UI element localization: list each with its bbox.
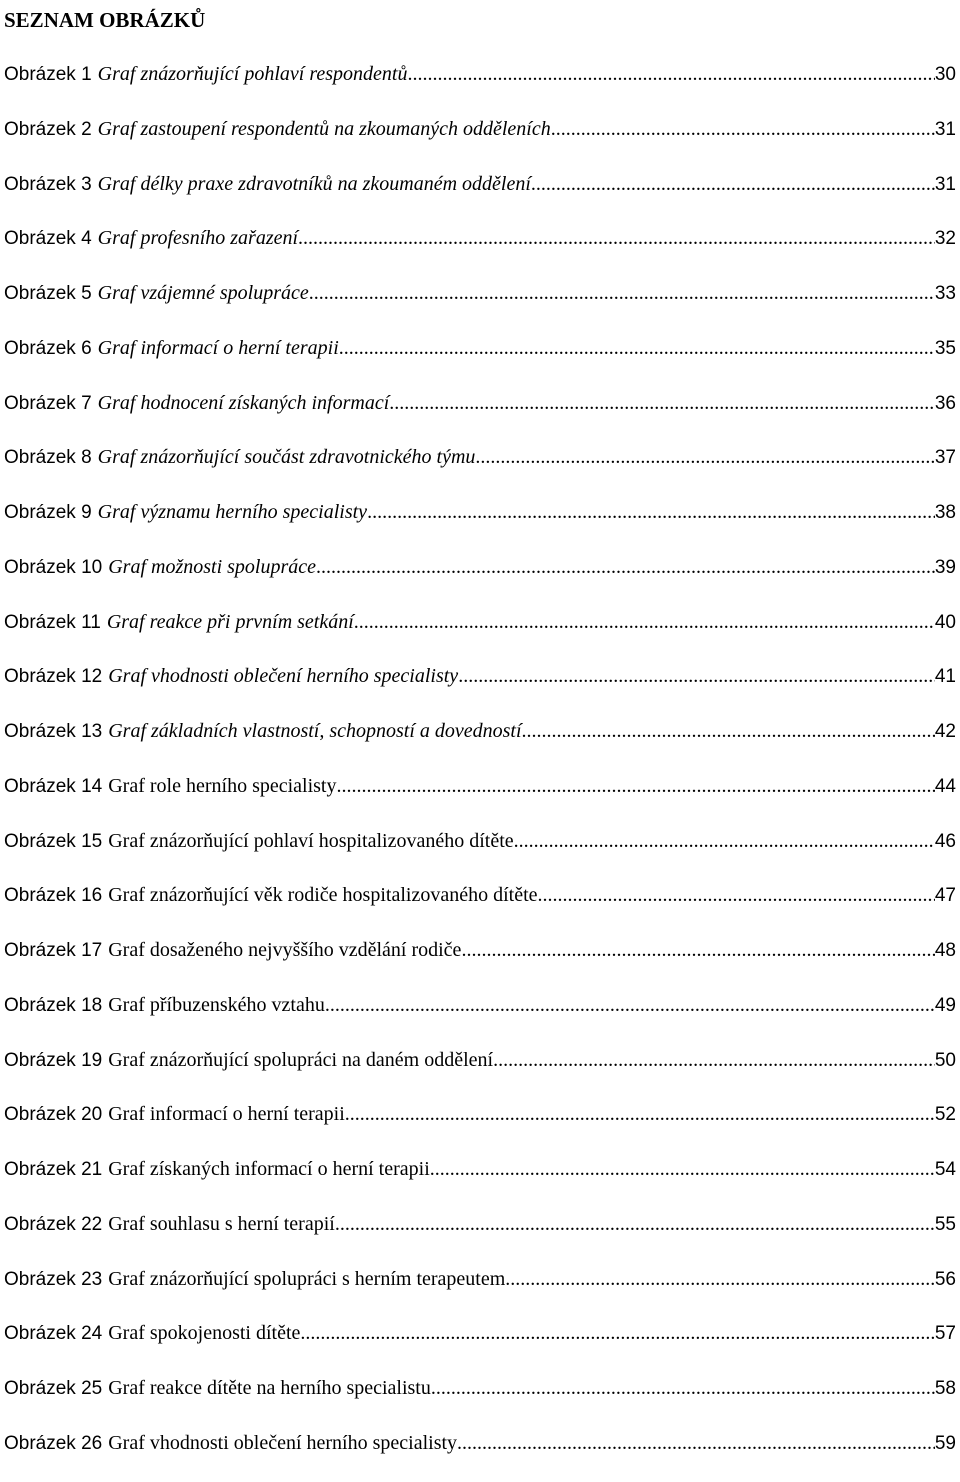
page-number: 57 (934, 1323, 956, 1345)
page-number: 35 (934, 337, 956, 359)
page-number: 32 (934, 228, 956, 250)
figure-title: Graf profesního zařazení (97, 227, 299, 250)
figure-title: Graf délky praxe zdravotníků na zkoumaném oddělení (97, 172, 531, 195)
figure-title: Graf informací o herní terapii (97, 336, 339, 359)
figure-label: Obrázek 11 (4, 611, 101, 633)
page-number: 30 (934, 64, 956, 85)
figure-title: Graf spokojenosti dítěte (108, 1322, 301, 1345)
toc-entry[interactable] (4, 1427, 956, 1482)
page-number: 58 (934, 1378, 956, 1399)
page-number: 50 (934, 1049, 956, 1071)
dot-leader (458, 660, 935, 692)
dot-leader (316, 551, 935, 583)
figure-title: Graf znázorňující součást zdravotnického týmu (97, 446, 476, 469)
dot-leader (389, 387, 935, 419)
page-number: 54 (934, 1159, 956, 1180)
page-number: 44 (934, 775, 956, 797)
figure-label: Obrázek 13 (4, 721, 103, 742)
document-page (4, 0, 956, 1454)
toc-entry[interactable] (4, 715, 956, 770)
figure-label: Obrázek 12 (4, 666, 103, 688)
figure-title: Graf zastoupení respondentů na zkoumaných odděleních (97, 117, 551, 140)
toc-entry[interactable] (4, 879, 956, 934)
page-number: 42 (934, 721, 956, 742)
dot-leader (300, 1317, 934, 1349)
figure-title: Graf reakce při prvním setkání (106, 610, 354, 633)
list-of-figures (4, 58, 956, 1482)
figure-label: Obrázek 20 (4, 1104, 103, 1126)
page-number: 40 (934, 611, 956, 633)
dot-leader (298, 222, 935, 254)
figure-title: Graf dosaženého nejvyššího vzdělání rodiče (108, 939, 462, 961)
figure-title: Graf reakce dítěte na herního specialistu (108, 1377, 431, 1399)
figure-label: Obrázek 16 (4, 885, 103, 907)
dot-leader (475, 441, 934, 473)
dot-leader (493, 1044, 935, 1076)
figure-label: Obrázek 21 (4, 1159, 103, 1180)
dot-leader (505, 1263, 935, 1295)
page-number: 47 (934, 885, 956, 907)
figure-label: Obrázek 9 (4, 502, 92, 523)
page-number: 37 (934, 447, 956, 469)
figure-label: Obrázek 22 (4, 1213, 103, 1235)
figure-label: Obrázek 10 (4, 556, 103, 578)
page-number: 49 (934, 994, 956, 1016)
page-number: 33 (934, 283, 956, 304)
figure-label: Obrázek 17 (4, 940, 103, 961)
toc-entry[interactable] (4, 1044, 956, 1099)
figure-label: Obrázek 8 (4, 447, 92, 469)
figure-label: Obrázek 1 (4, 64, 92, 85)
page-number: 46 (934, 830, 956, 852)
figure-title: Graf role herního specialisty (108, 774, 337, 797)
figure-label: Obrázek 5 (4, 283, 92, 304)
toc-entry[interactable] (4, 387, 956, 442)
figure-label: Obrázek 7 (4, 392, 92, 414)
page-number: 48 (934, 940, 956, 961)
page-number: 39 (934, 556, 956, 578)
figure-title: Graf znázorňující pohlaví respondentů (97, 63, 408, 85)
toc-entry[interactable] (4, 1317, 956, 1372)
figure-title: Graf získaných informací o herní terapii (108, 1158, 430, 1180)
list-of-figures-heading: SEZNAM OBRÁZKŮ (4, 8, 206, 32)
dot-leader (407, 58, 934, 90)
page-number: 31 (934, 173, 956, 195)
toc-entry[interactable] (4, 1208, 956, 1263)
dot-leader (309, 277, 935, 309)
figure-title: Graf souhlasu s herní terapií (108, 1212, 335, 1235)
toc-entry[interactable] (4, 113, 956, 168)
figure-label: Obrázek 26 (4, 1432, 103, 1454)
dot-leader (367, 496, 935, 528)
toc-entry[interactable] (4, 1153, 956, 1208)
figure-title: Graf vzájemné spolupráce (97, 282, 309, 304)
figure-title: Graf základních vlastností, schopností a dovedností (108, 720, 522, 742)
figure-title: Graf znázorňující pohlaví hospitalizovaného dítěte (108, 829, 514, 852)
toc-entry[interactable] (4, 58, 956, 113)
toc-entry[interactable] (4, 989, 956, 1044)
dot-leader (337, 770, 935, 802)
figure-label: Obrázek 6 (4, 337, 92, 359)
figure-label: Obrázek 24 (4, 1323, 103, 1345)
dot-leader (551, 113, 935, 145)
figure-title: Graf významu herního specialisty (97, 501, 368, 523)
page-number: 36 (934, 392, 956, 414)
toc-entry[interactable] (4, 496, 956, 551)
dot-leader (531, 168, 935, 200)
dot-leader (514, 825, 935, 857)
dot-leader (430, 1153, 935, 1185)
toc-entry[interactable] (4, 660, 956, 715)
page-number: 31 (934, 118, 956, 140)
page-number: 41 (934, 666, 956, 688)
figure-title: Graf možnosti spolupráce (108, 555, 317, 578)
figure-label: Obrázek 14 (4, 775, 103, 797)
figure-label: Obrázek 3 (4, 173, 92, 195)
dot-leader (345, 1098, 935, 1130)
figure-label: Obrázek 2 (4, 118, 92, 140)
dot-leader (431, 1372, 935, 1404)
toc-entry[interactable] (4, 332, 956, 387)
toc-entry[interactable] (4, 1263, 956, 1318)
dot-leader (522, 715, 935, 747)
toc-entry[interactable] (4, 770, 956, 825)
figure-title: Graf hodnocení získaných informací (97, 391, 390, 414)
figure-title: Graf znázorňující spolupráci s herním terapeutem (108, 1267, 506, 1290)
figure-title: Graf informací o herní terapii (108, 1103, 345, 1126)
page-number: 38 (934, 502, 956, 523)
figure-title: Graf vhodnosti oblečení herního specialisty (108, 665, 459, 688)
toc-entry[interactable] (4, 606, 956, 661)
figure-title: Graf znázorňující věk rodiče hospitalizovaného dítěte (108, 884, 538, 907)
page-number: 52 (934, 1104, 956, 1126)
toc-entry[interactable] (4, 934, 956, 989)
toc-entry[interactable] (4, 825, 956, 880)
toc-entry[interactable] (4, 441, 956, 496)
figure-title: Graf vhodnosti oblečení herního specialisty (108, 1431, 458, 1454)
dot-leader (335, 1208, 935, 1240)
figure-title: Graf příbuzenského vztahu (108, 993, 325, 1016)
figure-label: Obrázek 18 (4, 994, 103, 1016)
dot-leader (339, 332, 935, 364)
figure-label: Obrázek 19 (4, 1049, 103, 1071)
figure-label: Obrázek 15 (4, 830, 103, 852)
figure-label: Obrázek 25 (4, 1378, 103, 1399)
toc-entry[interactable] (4, 1372, 956, 1427)
dot-leader (354, 606, 935, 638)
page-number: 59 (934, 1432, 956, 1454)
toc-entry[interactable] (4, 1098, 956, 1153)
figure-title: Graf znázorňující spolupráci na daném oddělení (108, 1048, 494, 1071)
dot-leader (461, 934, 934, 966)
toc-entry[interactable] (4, 277, 956, 332)
figure-label: Obrázek 4 (4, 228, 92, 250)
toc-entry[interactable] (4, 168, 956, 223)
figure-label: Obrázek 23 (4, 1268, 103, 1290)
toc-entry[interactable] (4, 222, 956, 277)
toc-entry[interactable] (4, 551, 956, 606)
page-number: 55 (934, 1213, 956, 1235)
dot-leader (538, 879, 935, 911)
dot-leader (325, 989, 935, 1021)
page-number: 56 (934, 1268, 956, 1290)
